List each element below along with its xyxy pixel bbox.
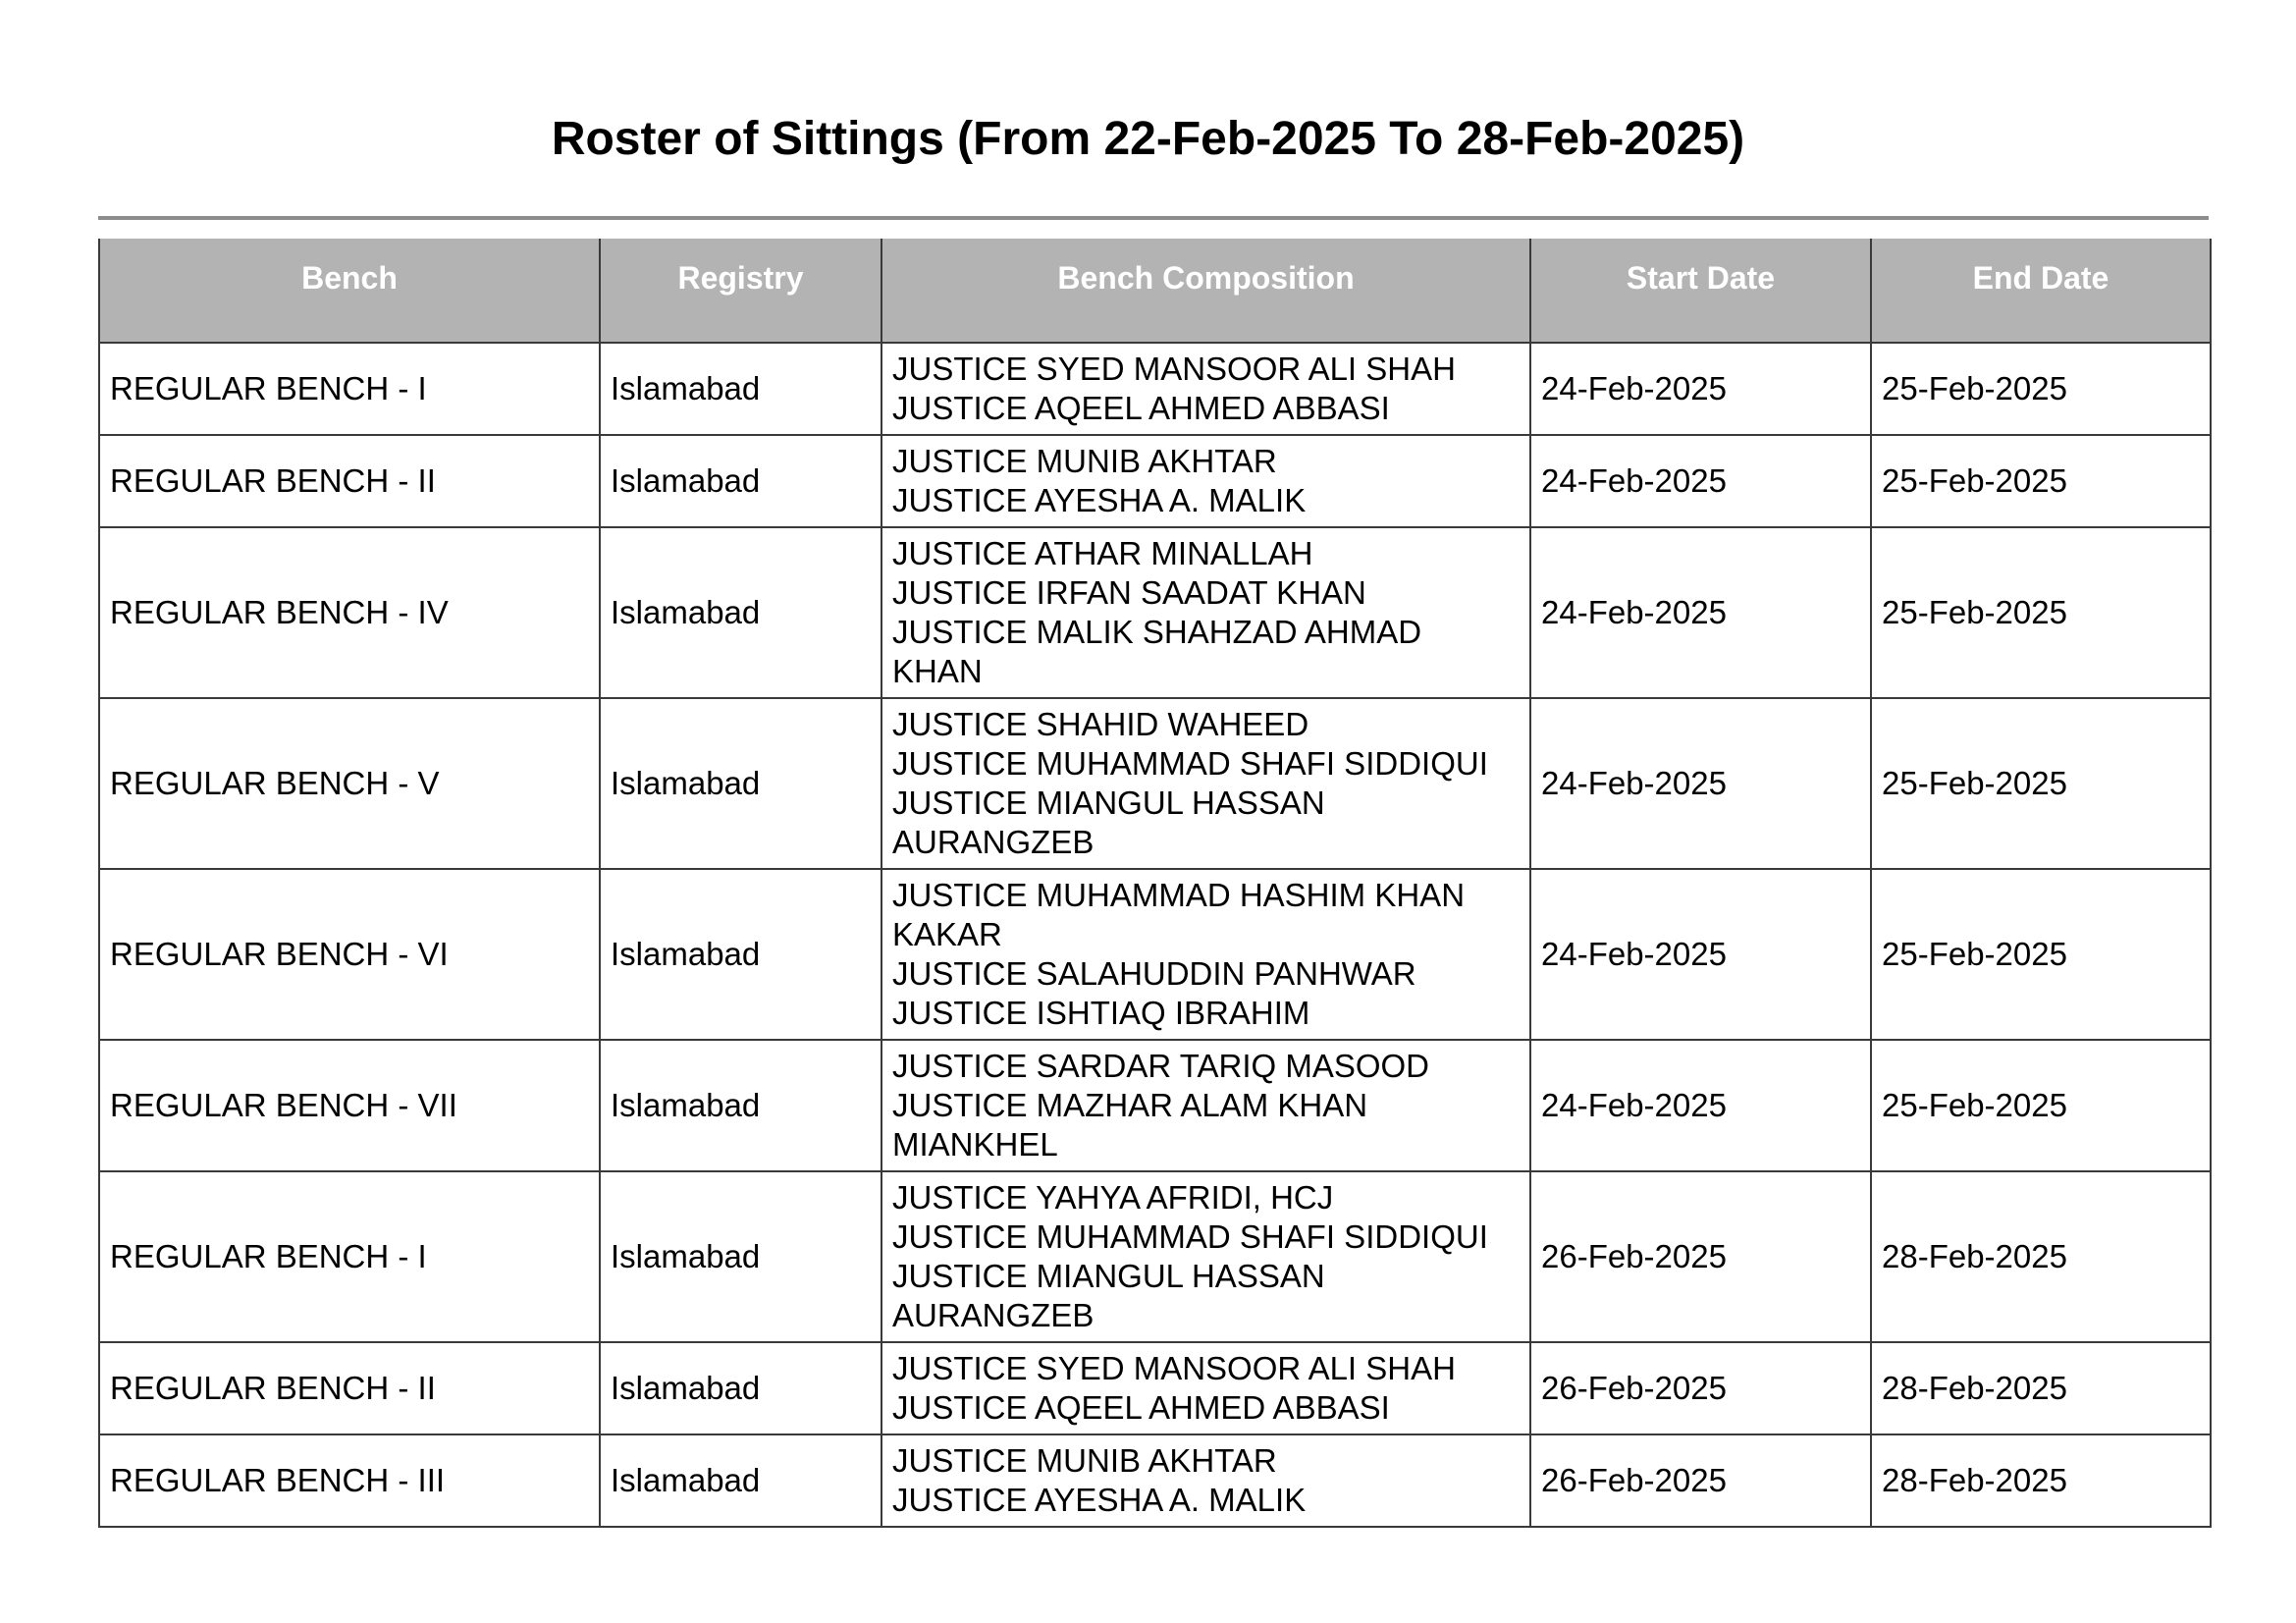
start-date-cell: 24-Feb-2025 xyxy=(1530,435,1871,527)
registry-cell: Islamabad xyxy=(600,343,881,435)
judge-name: JUSTICE MUNIB AKHTAR xyxy=(892,443,1277,479)
page-title: Roster of Sittings (From 22-Feb-2025 To 28-Feb-2025) xyxy=(551,113,1745,165)
bench-composition-cell xyxy=(881,1171,1530,1342)
registry-cell: Islamabad xyxy=(600,527,881,698)
bench-composition-cell xyxy=(881,698,1530,869)
column-header-registry: Registry xyxy=(600,239,881,343)
registry-cell: Islamabad xyxy=(600,1342,881,1434)
registry-cell: Islamabad xyxy=(600,435,881,527)
end-date-cell: 25-Feb-2025 xyxy=(1871,1040,2211,1171)
registry-cell: Islamabad xyxy=(600,869,881,1040)
roster-table xyxy=(98,239,2212,1528)
judge-name: JUSTICE AQEEL AHMED ABBASI xyxy=(892,1389,1390,1426)
end-date-cell: 28-Feb-2025 xyxy=(1871,1171,2211,1342)
bench-cell: REGULAR BENCH - VI xyxy=(99,869,600,1040)
judge-name: JUSTICE SYED MANSOOR ALI SHAH xyxy=(892,1350,1456,1386)
table-row xyxy=(99,1040,2211,1171)
judge-name: AURANGZEB xyxy=(892,1297,1095,1333)
end-date-cell: 25-Feb-2025 xyxy=(1871,343,2211,435)
table-header-row xyxy=(99,239,2211,343)
start-date-cell: 24-Feb-2025 xyxy=(1530,698,1871,869)
column-header-start-date: Start Date xyxy=(1530,239,1871,343)
registry-cell: Islamabad xyxy=(600,1434,881,1527)
roster-body xyxy=(99,343,2211,1527)
judge-name: JUSTICE MUHAMMAD SHAFI SIDDIQUI xyxy=(892,1218,1488,1255)
start-date-cell: 26-Feb-2025 xyxy=(1530,1342,1871,1434)
judge-name: JUSTICE ISHTIAQ IBRAHIM xyxy=(892,995,1310,1031)
bench-cell: REGULAR BENCH - II xyxy=(99,435,600,527)
start-date-cell: 24-Feb-2025 xyxy=(1530,869,1871,1040)
table-row xyxy=(99,435,2211,527)
end-date-cell: 25-Feb-2025 xyxy=(1871,698,2211,869)
end-date-cell: 25-Feb-2025 xyxy=(1871,527,2211,698)
start-date-cell: 24-Feb-2025 xyxy=(1530,1040,1871,1171)
judge-name: JUSTICE MIANGUL HASSAN xyxy=(892,784,1325,821)
judge-name: AURANGZEB xyxy=(892,824,1095,860)
column-header-end-date: End Date xyxy=(1871,239,2211,343)
judge-name: JUSTICE MALIK SHAHZAD AHMAD xyxy=(892,614,1422,650)
judge-name: JUSTICE ATHAR MINALLAH xyxy=(892,535,1313,571)
bench-composition-cell xyxy=(881,1434,1530,1527)
title-divider xyxy=(98,216,2209,220)
judge-name: JUSTICE AQEEL AHMED ABBASI xyxy=(892,390,1390,426)
registry-cell: Islamabad xyxy=(600,698,881,869)
judge-name: JUSTICE SHAHID WAHEED xyxy=(892,706,1309,742)
bench-cell: REGULAR BENCH - V xyxy=(99,698,600,869)
bench-cell: REGULAR BENCH - I xyxy=(99,1171,600,1342)
bench-composition-cell xyxy=(881,1342,1530,1434)
bench-composition-cell xyxy=(881,1040,1530,1171)
judge-name: JUSTICE AYESHA A. MALIK xyxy=(892,482,1307,518)
bench-cell: REGULAR BENCH - IV xyxy=(99,527,600,698)
judge-name: MIANKHEL xyxy=(892,1126,1058,1163)
end-date-cell: 25-Feb-2025 xyxy=(1871,869,2211,1040)
judge-name: JUSTICE MUHAMMAD SHAFI SIDDIQUI xyxy=(892,745,1488,782)
judge-name: JUSTICE SARDAR TARIQ MASOOD xyxy=(892,1048,1430,1084)
bench-composition-cell xyxy=(881,869,1530,1040)
bench-cell: REGULAR BENCH - III xyxy=(99,1434,600,1527)
table-row xyxy=(99,1171,2211,1342)
judge-name: JUSTICE IRFAN SAADAT KHAN xyxy=(892,574,1366,611)
start-date-cell: 24-Feb-2025 xyxy=(1530,343,1871,435)
end-date-cell: 28-Feb-2025 xyxy=(1871,1342,2211,1434)
judge-name: JUSTICE MIANGUL HASSAN xyxy=(892,1258,1325,1294)
judge-name: JUSTICE MAZHAR ALAM KHAN xyxy=(892,1087,1368,1123)
bench-composition-cell xyxy=(881,435,1530,527)
bench-composition-cell xyxy=(881,527,1530,698)
table-row xyxy=(99,698,2211,869)
judge-name: JUSTICE MUNIB AKHTAR xyxy=(892,1442,1277,1479)
judge-name: JUSTICE SALAHUDDIN PANHWAR xyxy=(892,955,1416,992)
column-header-bench-composition: Bench Composition xyxy=(881,239,1530,343)
table-row xyxy=(99,527,2211,698)
judge-name: KAKAR xyxy=(892,916,1002,952)
end-date-cell: 28-Feb-2025 xyxy=(1871,1434,2211,1527)
judge-name: JUSTICE SYED MANSOOR ALI SHAH xyxy=(892,351,1456,387)
start-date-cell: 26-Feb-2025 xyxy=(1530,1434,1871,1527)
judge-name: JUSTICE YAHYA AFRIDI, HCJ xyxy=(892,1179,1334,1216)
registry-cell: Islamabad xyxy=(600,1171,881,1342)
table-row xyxy=(99,1342,2211,1434)
bench-cell: REGULAR BENCH - VII xyxy=(99,1040,600,1171)
end-date-cell: 25-Feb-2025 xyxy=(1871,435,2211,527)
bench-cell: REGULAR BENCH - II xyxy=(99,1342,600,1434)
judge-name: JUSTICE AYESHA A. MALIK xyxy=(892,1482,1307,1518)
table-row xyxy=(99,343,2211,435)
start-date-cell: 24-Feb-2025 xyxy=(1530,527,1871,698)
judge-name: JUSTICE MUHAMMAD HASHIM KHAN xyxy=(892,877,1466,913)
bench-cell: REGULAR BENCH - I xyxy=(99,343,600,435)
registry-cell: Islamabad xyxy=(600,1040,881,1171)
table-row xyxy=(99,869,2211,1040)
column-header-bench: Bench xyxy=(99,239,600,343)
judge-name: KHAN xyxy=(892,653,983,689)
bench-composition-cell xyxy=(881,343,1530,435)
table-row xyxy=(99,1434,2211,1527)
start-date-cell: 26-Feb-2025 xyxy=(1530,1171,1871,1342)
